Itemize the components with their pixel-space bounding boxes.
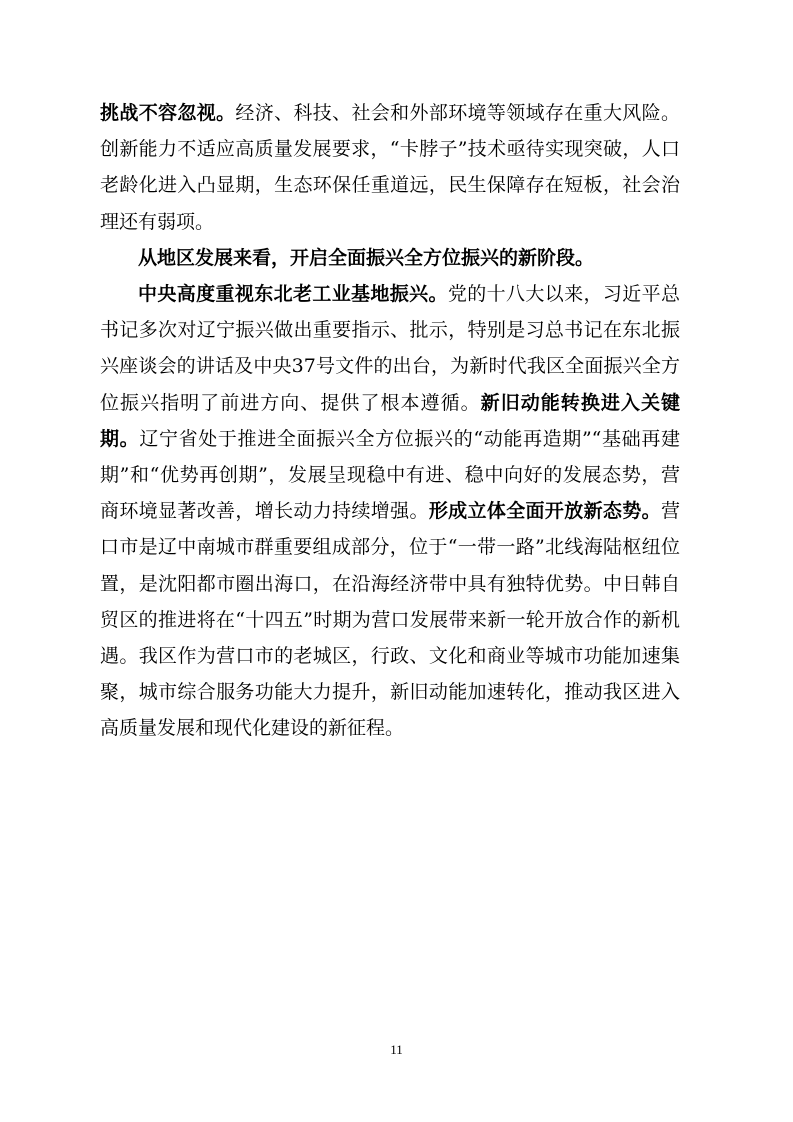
paragraph-revitalization [100,276,680,747]
page-number: 11 [390,1042,403,1057]
body-text [100,95,680,747]
heading-text: 从地区发展来看，开启全面振兴全方位振兴的新阶段。 [138,246,595,269]
bold-lead-central: 中央高度重视东北老工业基地振兴。 [138,283,448,306]
paragraph-text: 党的十八大以来，习近平总书记多次对辽宁振兴做出重要指示、批示，特别是习总书记在东北振兴座谈会的讲话及中央37号文件的出台，为新时代我区全面振兴全方位振兴指明了前进方向、提供了根本遵循。 [100,283,680,414]
paragraph-text: 辽宁省处于推进全面振兴全方位振兴的“动能再造期”“基础再建期”和“优势再创期”，发展呈现稳中有进、稳中向好的发展态势，营商环境显著改善，增长动力持续增强。 [100,427,680,523]
bold-lead-challenges: 挑战不容忽视。 [100,102,236,124]
paragraph-text: 营口市是辽中南城市群重要组成部分，位于“一带一路”北线海陆枢纽位置，是沈阳都市圈出海口，在沿海经济带中具有独特优势。中日韩自贸区的推进将在“十四五”时期为营口发展带来新一轮开放合作的新机遇。我区作为营口市的老城区，行政、文化和商业等城市功能加速集聚，城市综合服务功能大力提升，新旧动能加速转化，推动我区进入高质量发展和现代化建设的新征程。 [100,500,680,740]
paragraph-text: 经济、科技、社会和外部环境等领域存在重大风险。创新能力不适应高质量发展要求，“卡脖子”技术亟待实现突破，人口老龄化进入凸显期，生态环保任重道远，民生保障存在短板，社会治理还有弱项。 [100,102,680,233]
section-heading [100,240,680,276]
bold-lead-momentum: 新旧动能转换进入关键期。 [100,391,680,450]
bold-lead-opening: 形成立体全面开放新态势。 [428,500,661,523]
paragraph-challenges [100,95,680,240]
